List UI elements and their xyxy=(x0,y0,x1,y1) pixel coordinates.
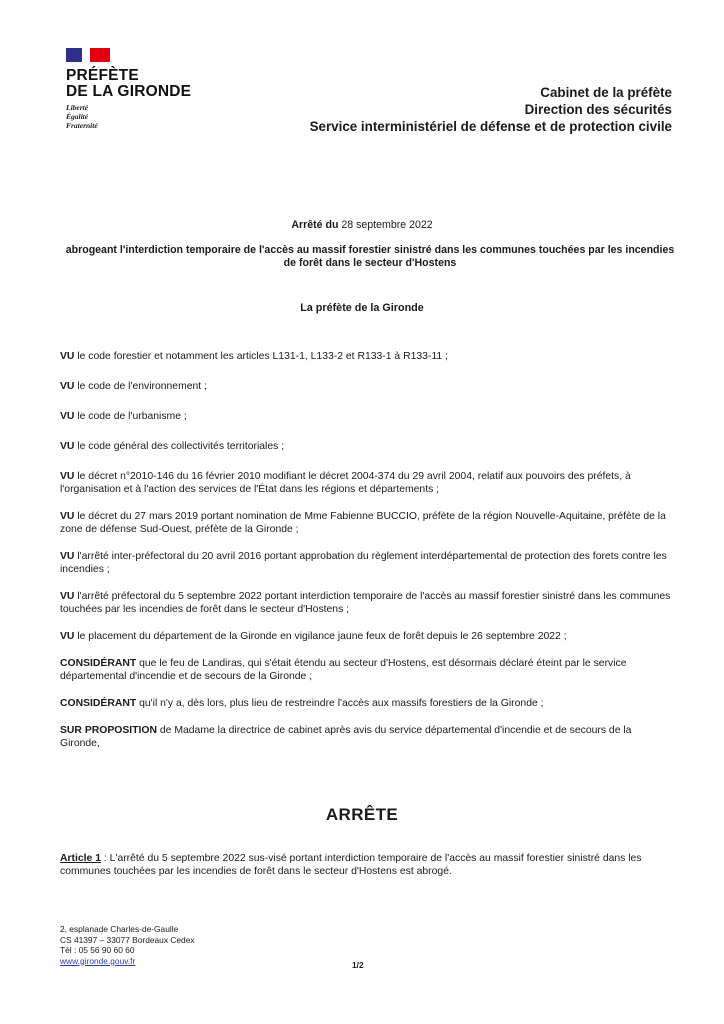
recital-3 xyxy=(60,410,674,423)
recital-keyword: VU xyxy=(60,551,75,562)
article-1 xyxy=(60,852,674,878)
issuing-department xyxy=(310,84,672,135)
footer-address-line2: CS 41397 – 33077 Bordeaux Cedex xyxy=(60,934,195,945)
motto-fraternite: Fraternité xyxy=(66,121,98,130)
decree-title xyxy=(0,219,724,231)
recital-8 xyxy=(60,590,674,616)
footer-address-line1: 2, esplanade Charles-de-Gaulle xyxy=(60,924,179,934)
recital-keyword: VU xyxy=(60,381,75,392)
consideration-2 xyxy=(60,697,674,710)
recital-9 xyxy=(60,630,674,643)
recital-2 xyxy=(60,380,674,393)
recital-6 xyxy=(60,510,674,536)
header-line-direction: Direction des sécurités xyxy=(524,102,672,117)
article-1-text: : L'arrêté du 5 septembre 2022 sus-visé portant interdiction temporaire de l'accès au massif forestier sinistré dans les communes touchées par les incendies de forêt dans le secteur d'Hostens est abrogé. xyxy=(60,853,642,877)
decision-heading: ARRÊTE xyxy=(325,805,399,824)
recital-text: le placement du département de la Gironde en vigilance jaune feux de forêt depuis le 26 septembre 2022 ; xyxy=(74,631,567,642)
footer-website-link[interactable]: www.gironde.gouv.fr xyxy=(60,955,136,966)
decree-title-prefix: Arrêté du xyxy=(291,219,339,231)
recital-5 xyxy=(60,470,674,496)
article-1-label: Article 1 xyxy=(60,853,102,864)
recital-keyword: VU xyxy=(60,411,75,422)
authority-line: La préfète de la Gironde xyxy=(300,302,424,314)
recital-keyword: VU xyxy=(60,511,75,522)
recital-keyword: VU xyxy=(60,631,75,642)
logo-motto xyxy=(66,103,191,130)
recital-keyword: SUR PROPOSITION xyxy=(60,725,157,736)
recital-keyword: CONSIDÉRANT xyxy=(60,658,137,669)
recital-keyword: VU xyxy=(60,591,75,602)
marianne-flag-icon xyxy=(66,48,110,62)
logo-name-line1: PRÉFÈTE xyxy=(66,67,139,84)
recital-keyword: VU xyxy=(60,351,75,362)
recital-text: de Madame la directrice de cabinet après avis du service départemental d'incendie et de secours de la Gironde, xyxy=(60,725,632,749)
motto-egalite: Égalité xyxy=(66,112,89,121)
recitals xyxy=(60,350,674,750)
recital-keyword: VU xyxy=(60,441,75,452)
prefecture-logo xyxy=(66,48,191,130)
page-number: 1/2 xyxy=(352,960,364,970)
recital-keyword: CONSIDÉRANT xyxy=(60,698,137,709)
decree-subtitle: abrogeant l'interdiction temporaire de l'accès au massif forestier sinistré dans les communes touchées par les incendies de forêt dans le secteur d'Hostens xyxy=(65,244,675,269)
recital-4 xyxy=(60,440,674,453)
recital-text: le code de l'environnement ; xyxy=(74,381,207,392)
recital-keyword: VU xyxy=(60,471,75,482)
recital-text: le décret du 27 mars 2019 portant nomination de Mme Fabienne BUCCIO, préfète de la région Nouvelle-Aquitaine, préfète de la zone de défense Sud-Ouest, préfète de la Gironde ; xyxy=(60,511,666,535)
recital-text: le code forestier et notamment les articles L131-1, L133-2 et R133-1 à R133-11 ; xyxy=(74,351,448,362)
recital-text: que le feu de Landiras, qui s'était étendu au secteur d'Hostens, est désormais déclaré éteint par le service départemental d'incendie et de secours de la Gironde ; xyxy=(60,658,627,682)
recital-7 xyxy=(60,550,674,576)
recital-text: l'arrêté préfectoral du 5 septembre 2022 portant interdiction temporaire de l'accès au massif forestier sinistré dans les communes touchées par les incendies de forêt dans le secteur d'Hostens ; xyxy=(60,591,671,615)
logo-name-line2: DE LA GIRONDE xyxy=(66,83,192,100)
proposal-clause xyxy=(60,724,674,750)
recital-text: le code de l'urbanisme ; xyxy=(74,411,187,422)
recital-text: le décret n°2010-146 du 16 février 2010 modifiant le décret 2004-374 du 29 avril 2004, relatif aux pouvoirs des préfets, à l'organisation et à l'action des services de l'État dans les régions et départements ; xyxy=(60,471,631,495)
recital-text: l'arrêté inter-préfectoral du 20 avril 2016 portant approbation du règlement interdépartemental de protection des forets contre les incendies ; xyxy=(60,551,667,575)
recital-text: qu'il n'y a, dès lors, plus lieu de restreindre l'accès aux massifs forestiers de la Gironde ; xyxy=(136,698,544,709)
footer-address xyxy=(60,924,195,966)
footer-phone: Tél : 05 56 90 60 60 xyxy=(60,945,135,955)
consideration-1 xyxy=(60,657,674,683)
recital-text: le code général des collectivités territoriales ; xyxy=(74,441,285,452)
recital-1 xyxy=(60,350,674,363)
motto-liberte: Liberté xyxy=(66,103,89,112)
header-line-cabinet: Cabinet de la préfète xyxy=(540,85,672,100)
header-line-service: Service interministériel de défense et de protection civile xyxy=(309,119,672,134)
decree-date: 28 septembre 2022 xyxy=(341,219,433,231)
